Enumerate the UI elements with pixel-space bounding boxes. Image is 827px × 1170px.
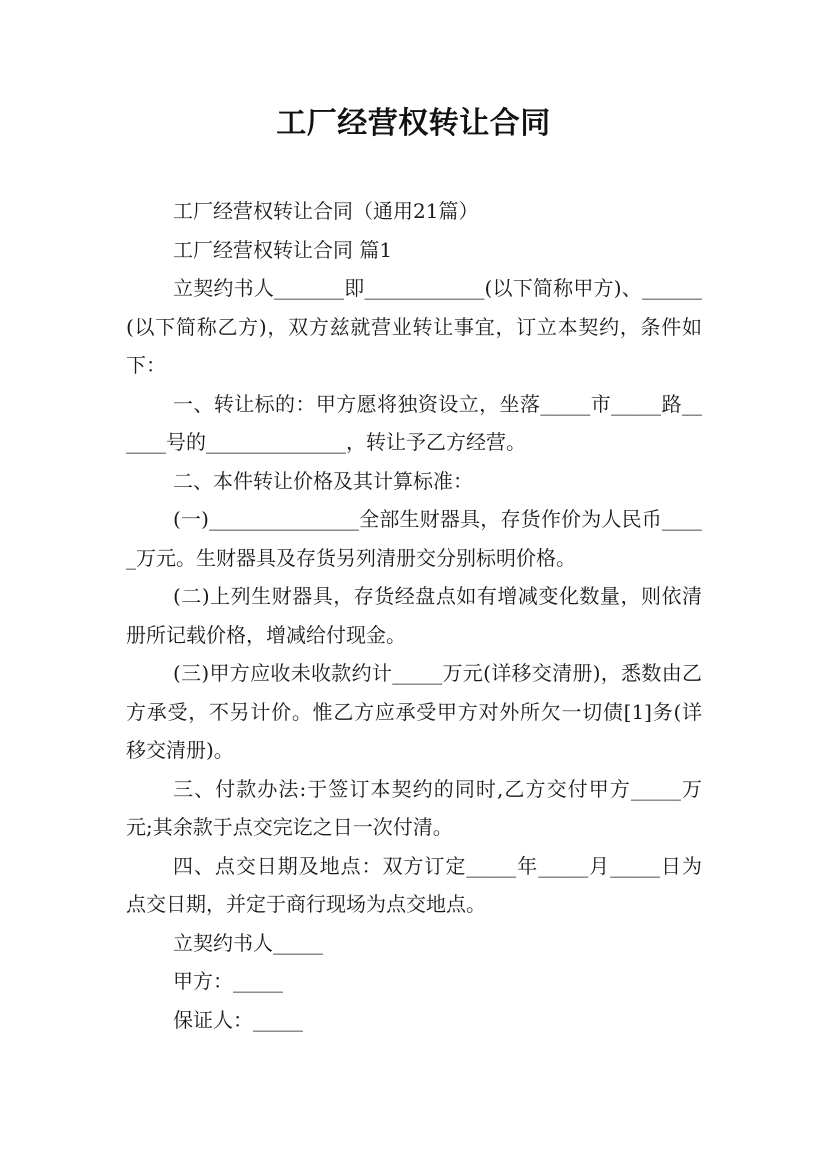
paragraph-parties: 立契约书人_______即____________(以下简称甲方)、______(以下简称乙方)，双方兹就营业转让事宜，订立本契约，条件如下： — [126, 276, 702, 377]
document-body — [126, 192, 702, 1039]
paragraph-handover: 四、点交日期及地点：双方订定_____年_____月_____日为点交日期，并定于商行现场为点交地点。 — [126, 853, 702, 916]
paragraph-price-item-1: (一)_______________全部生财器具，存货作价为人民币_____万元。生财器具及存货另列清册交分别标明价格。 — [126, 507, 702, 570]
signature-party-a: 甲方：_____ — [173, 969, 283, 993]
signature-contract-party: 立契约书人_____ — [173, 930, 323, 955]
paragraph-price-item-3: (三)甲方应收未收款约计_____万元(详移交清册)，悉数由乙方承受，不另计价。惟乙方应承受甲方对外所欠一切债[1]务(详移交清册)。 — [126, 661, 702, 762]
paragraph-transfer-subject: 一、转让标的：甲方愿将独资设立，坐落_____市_____路______号的______________，转让予乙方经营。 — [126, 391, 702, 454]
signature-guarantor: 保证人：_____ — [173, 1007, 303, 1032]
paragraph-price-item-2: (二)上列生财器具，存货经盘点如有增减变化数量，则依清册所记载价格，增减给付现金。 — [126, 584, 702, 647]
paragraph-payment: 三、付款办法:于签订本契约的同时,乙方交付甲方_____万元;其余款于点交完讫之日一次付清。 — [126, 776, 702, 839]
paragraph-section-heading: 工厂经营权转让合同 篇1 — [173, 237, 393, 262]
paragraph-collection-title: 工厂经营权转让合同（通用21篇） — [173, 199, 479, 223]
paragraph-price-heading: 二、本件转让价格及其计算标准： — [173, 468, 473, 493]
document-title: 工厂经营权转让合同 — [276, 106, 551, 141]
